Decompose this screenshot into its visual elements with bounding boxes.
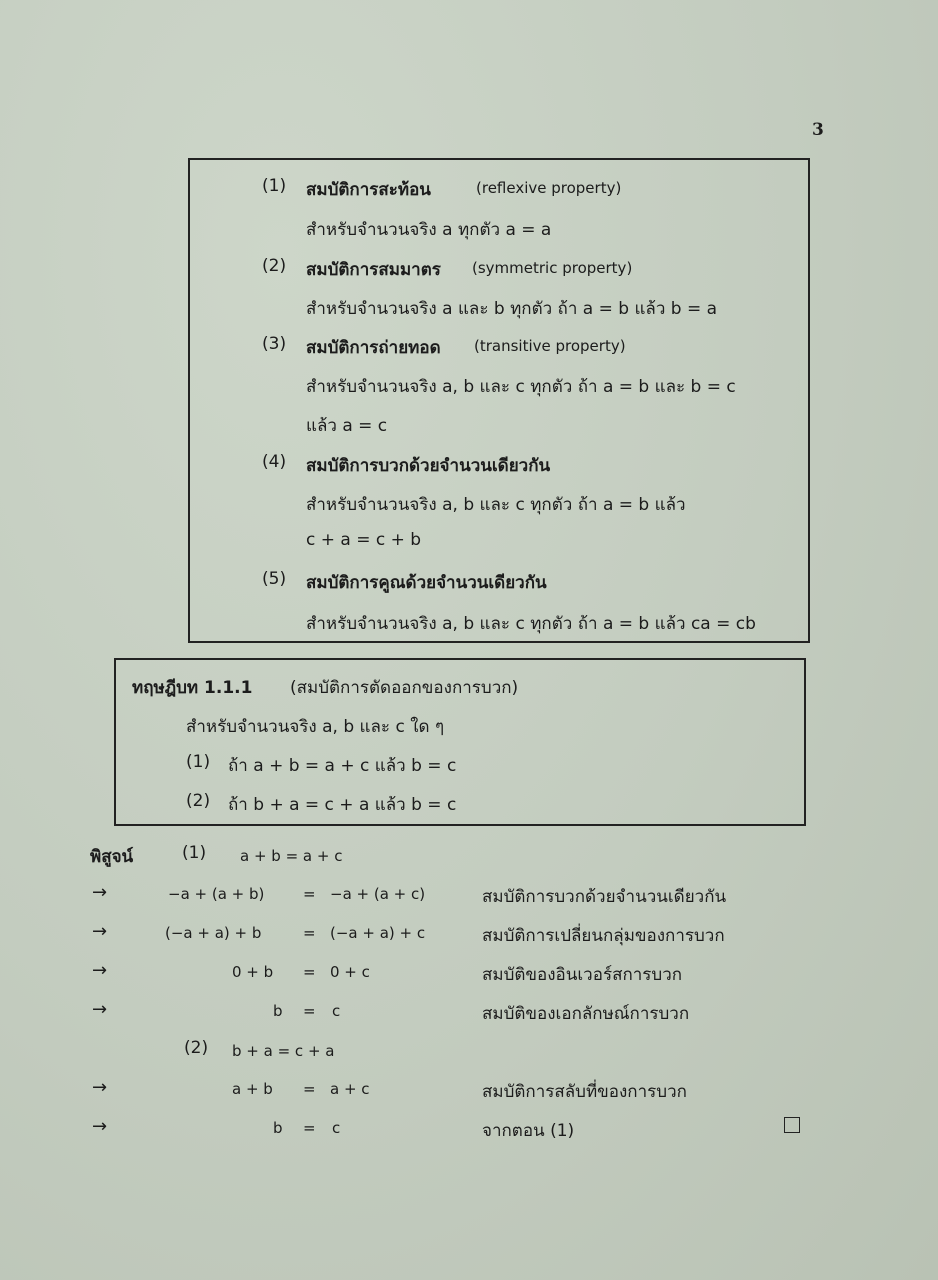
proof-step-rhs: c [332,1002,341,1020]
proof-part-2-number: (2) [184,1038,209,1058]
proof-step-lhs: a + b [232,1080,273,1098]
property-4-line-1: สำหรับจำนวนจริง a, b และ c ทุกตัว ถ้า a = b แล้ว [306,495,686,515]
theorem-label: ทฤษฎีบท 1.1.1 [132,678,253,698]
proof-step-lhs: b [273,1002,283,1020]
property-1-line: สำหรับจำนวนจริง a ทุกตัว a = a [306,220,552,240]
proof-step-reason: สมบัติของเอกลักษณ์การบวก [482,1004,690,1024]
theorem-case-1-number: (1) [186,752,211,772]
page-number: 3 [812,120,824,140]
proof-step-reason: สมบัติการสลับที่ของการบวก [482,1082,687,1102]
proof-step-arrow: → [92,882,108,903]
property-5-number: (5) [262,569,287,589]
proof-step-rhs: c [332,1119,341,1137]
property-3-number: (3) [262,334,287,354]
proof-step-eq: = [303,885,316,903]
property-3-line-2: แล้ว a = c [306,416,388,436]
proof-step-eq: = [303,1080,316,1098]
proof-step-arrow: → [92,921,108,942]
proof-step-eq: = [303,924,316,942]
proof-step-lhs: (−a + a) + b [165,924,262,942]
property-2-number: (2) [262,256,287,276]
proof-step-rhs: −a + (a + c) [330,885,426,903]
property-1-english: (reflexive property) [476,179,622,197]
property-2-title: สมบัติการสมมาตร [306,260,441,280]
proof-step-arrow: → [92,999,108,1020]
theorem-case-2-text: ถ้า b + a = c + a แล้ว b = c [228,795,457,815]
property-3-title: สมบัติการถ่ายทอด [306,338,441,358]
proof-step-rhs: 0 + c [330,963,370,981]
property-4-line-2: c + a = c + b [306,530,422,550]
theorem-case-1-text: ถ้า a + b = a + c แล้ว b = c [228,756,457,776]
theorem-name: (สมบัติการตัดออกของการบวก) [290,678,519,698]
property-2-english: (symmetric property) [472,259,633,277]
proof-step-eq: = [303,1002,316,1020]
property-1-title: สมบัติการสะท้อน [306,180,431,200]
proof-part-1-number: (1) [182,843,207,863]
proof-step-reason: จากตอน (1) [482,1121,575,1141]
proof-step-eq: = [303,1119,316,1137]
property-4-title: สมบัติการบวกด้วยจำนวนเดียวกัน [306,456,551,476]
property-4-number: (4) [262,452,287,472]
property-3-line-1: สำหรับจำนวนจริง a, b และ c ทุกตัว ถ้า a = b และ b = c [306,377,736,397]
proof-step-lhs: 0 + b [232,963,274,981]
proof-step-arrow: → [92,960,108,981]
proof-step-reason: สมบัติการบวกด้วยจำนวนเดียวกัน [482,887,727,907]
property-5-line: สำหรับจำนวนจริง a, b และ c ทุกตัว ถ้า a = b แล้ว ca = cb [306,614,756,634]
theorem-intro: สำหรับจำนวนจริง a, b และ c ใด ๆ [186,717,445,737]
theorem-case-2-number: (2) [186,791,211,811]
proof-label: พิสูจน์ [90,847,134,867]
proof-step-lhs: b [273,1119,283,1137]
proof-step-arrow: → [92,1116,108,1137]
proof-part-2-start: b + a = c + a [232,1042,335,1060]
proof-step-eq: = [303,963,316,981]
property-2-line: สำหรับจำนวนจริง a และ b ทุกตัว ถ้า a = b แล้ว b = a [306,299,718,319]
qed-square-icon [784,1117,800,1133]
proof-step-reason: สมบัติของอินเวอร์สการบวก [482,965,683,985]
proof-part-1-start: a + b = a + c [240,847,343,865]
property-5-title: สมบัติการคูณด้วยจำนวนเดียวกัน [306,573,547,593]
property-1-number: (1) [262,176,287,196]
property-3-english: (transitive property) [474,337,626,355]
proof-step-lhs: −a + (a + b) [168,885,265,903]
proof-step-rhs: (−a + a) + c [330,924,426,942]
proof-step-reason: สมบัติการเปลี่ยนกลุ่มของการบวก [482,926,725,946]
proof-step-rhs: a + c [330,1080,370,1098]
proof-step-arrow: → [92,1077,108,1098]
